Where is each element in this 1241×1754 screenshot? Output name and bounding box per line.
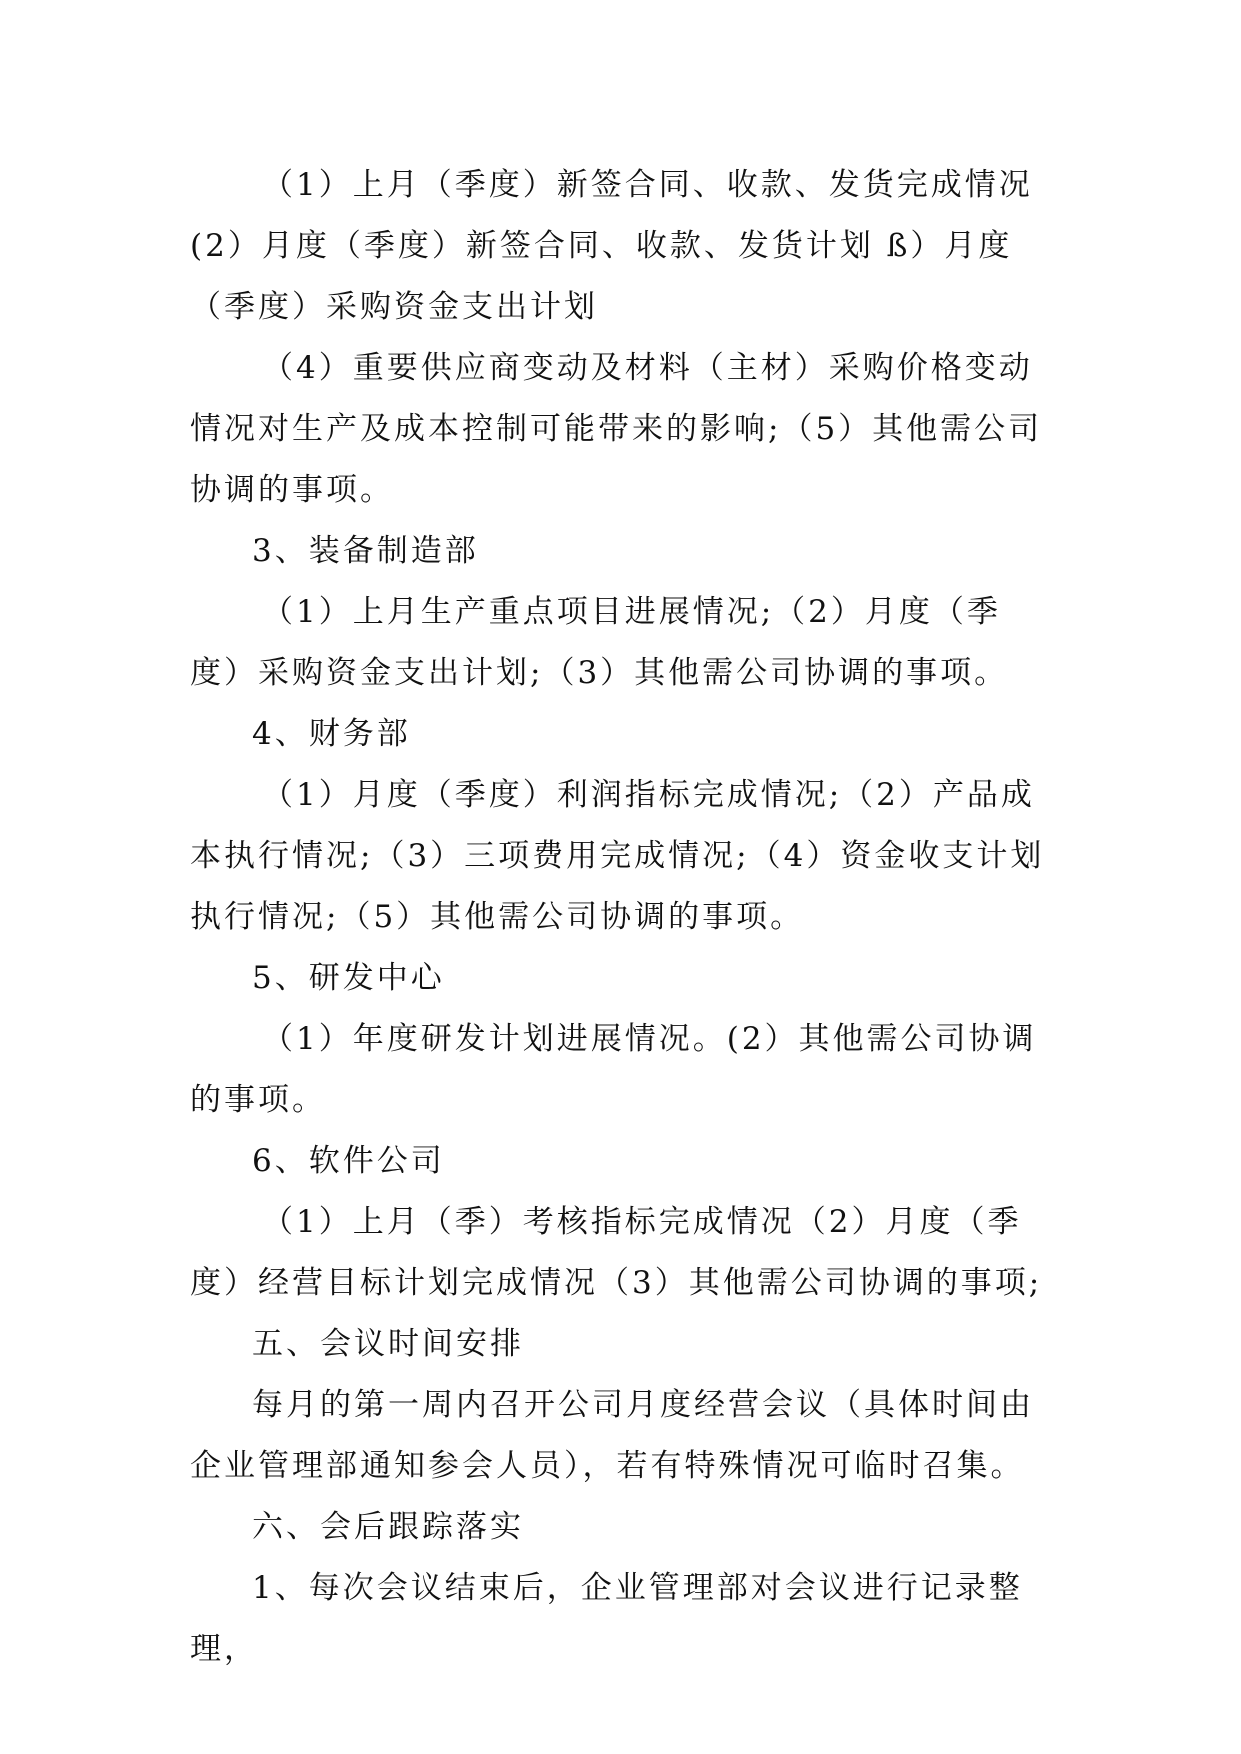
paragraph-software-items: （1）上月（季）考核指标完成情况（2）月度（季度）经营目标计划完成情况（3）其他需公司协调的事项; <box>190 1204 1043 1301</box>
heading-equipment-manufacturing: 3、装备制造部 <box>252 533 479 569</box>
paragraph-manufacturing-items: （1）上月生产重点项目进展情况;（2）月度（季度）采购资金支出计划;（3）其他需公司协调的事项。 <box>190 594 1009 691</box>
document-body <box>190 155 1050 1680</box>
paragraph-finance-items: （1）月度（季度）利润指标完成情况;（2）产品成本执行情况;（3）三项费用完成情况;（4）资金收支计划执行情况;（5）其他需公司协调的事项。 <box>190 777 1045 935</box>
heading-follow-up: 六、会后跟踪落实 <box>252 1509 524 1545</box>
heading-finance: 4、财务部 <box>252 716 411 752</box>
paragraph-meeting-schedule: 每月的第一周内召开公司月度经营会议（具体时间由企业管理部通知参会人员），若有特殊情况可临时召集。 <box>190 1387 1034 1484</box>
paragraph-follow-up: 1、每次会议结束后，企业管理部对会议进行记录整理， <box>190 1570 1023 1667</box>
paragraph-sales-items: （1）上月（季度）新签合同、收款、发货完成情况(2）月度（季度）新签合同、收款、发货计划 ß）月度（季度）采购资金支出计划 <box>190 167 1033 325</box>
paragraph-rnd-items: （1）年度研发计划进展情况。(2）其他需公司协调的事项。 <box>190 1021 1037 1118</box>
heading-rnd-center: 5、研发中心 <box>252 960 445 996</box>
heading-meeting-schedule: 五、会议时间安排 <box>252 1326 524 1362</box>
paragraph-supplier-items: （4）重要供应商变动及材料（主材）采购价格变动情况对生产及成本控制可能带来的影响;（5）其他需公司协调的事项。 <box>190 350 1043 508</box>
heading-software-company: 6、软件公司 <box>252 1143 445 1179</box>
